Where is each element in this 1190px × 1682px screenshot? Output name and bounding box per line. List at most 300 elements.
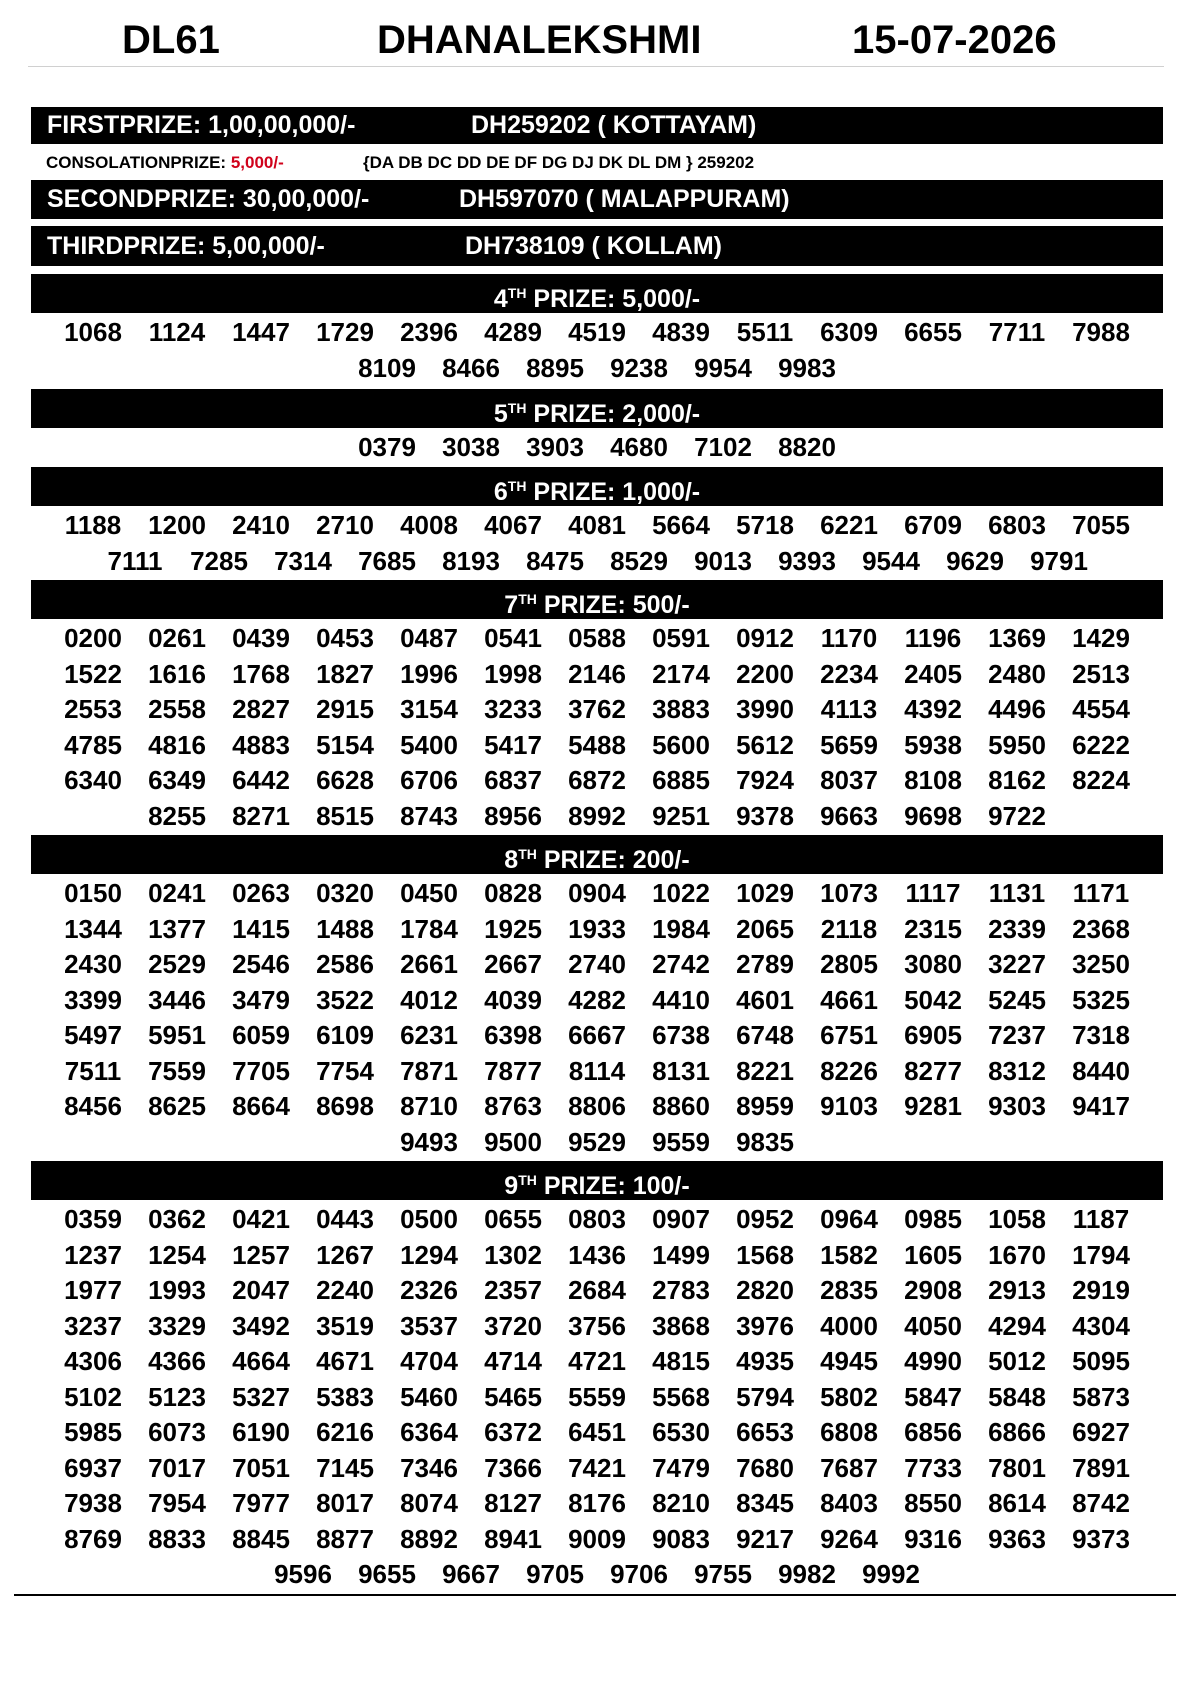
winning-number: 3762 bbox=[568, 694, 626, 724]
winning-number: 7924 bbox=[736, 765, 794, 795]
winning-number: 6872 bbox=[568, 765, 626, 795]
winning-number: 7680 bbox=[736, 1452, 794, 1483]
consolation-series: {DA DB DC DD DE DF DG DJ DK DL DM } 259202 bbox=[363, 153, 755, 172]
prize-title: PRIZE: 1,000/- bbox=[526, 478, 701, 506]
winning-number: 4410 bbox=[652, 984, 710, 1015]
winning-number: 9378 bbox=[736, 800, 794, 831]
winning-number: 2908 bbox=[904, 1275, 962, 1305]
winning-number: 8515 bbox=[316, 800, 374, 831]
winning-number: 7318 bbox=[1072, 1020, 1130, 1050]
winning-number: 9698 bbox=[904, 800, 962, 831]
winning-number: 9500 bbox=[484, 1126, 542, 1157]
winning-number: 1131 bbox=[988, 878, 1046, 908]
winning-number: 8820 bbox=[778, 432, 836, 462]
winning-number: 7705 bbox=[232, 1055, 290, 1086]
winning-number: 6073 bbox=[148, 1417, 206, 1447]
winning-number: 9835 bbox=[736, 1126, 794, 1157]
winning-number: 9655 bbox=[358, 1559, 416, 1589]
winning-number: 6309 bbox=[820, 317, 878, 347]
prize-header-8 bbox=[31, 835, 1163, 874]
winning-number: 6340 bbox=[64, 765, 122, 795]
winning-number: 2919 bbox=[1072, 1275, 1130, 1305]
winning-number: 2661 bbox=[400, 949, 458, 979]
prize-title: PRIZE: 2,000/- bbox=[526, 400, 701, 428]
winning-number: 4671 bbox=[316, 1346, 374, 1376]
third-prize-ticket: DH738109 ( KOLLAM) bbox=[465, 232, 722, 260]
winning-number: 9281 bbox=[904, 1091, 962, 1121]
winning-number: 6653 bbox=[736, 1417, 794, 1447]
winning-number: 9983 bbox=[778, 352, 836, 383]
winning-number: 5102 bbox=[64, 1381, 122, 1412]
winning-number: 4714 bbox=[484, 1346, 542, 1376]
winning-number: 1447 bbox=[232, 317, 290, 347]
winning-number: 4883 bbox=[232, 729, 290, 760]
winning-number: 5568 bbox=[652, 1381, 710, 1412]
winning-number: 4000 bbox=[820, 1310, 878, 1341]
winning-number: 8614 bbox=[988, 1488, 1046, 1518]
winning-number: 8833 bbox=[148, 1523, 206, 1554]
winning-number: 4815 bbox=[652, 1346, 710, 1376]
winning-number: 0828 bbox=[484, 878, 542, 908]
winning-number: 5400 bbox=[400, 729, 458, 760]
winning-number: 8529 bbox=[610, 545, 668, 576]
winning-number: 5497 bbox=[64, 1020, 122, 1050]
winning-number: 8131 bbox=[652, 1055, 710, 1086]
winning-number: 0150 bbox=[64, 878, 122, 908]
winning-number: 2742 bbox=[652, 949, 710, 979]
third-prize-label: THIRDPRIZE: 5,00,000/- bbox=[47, 232, 325, 260]
winning-number: 3399 bbox=[64, 984, 122, 1015]
prize-header-4 bbox=[31, 274, 1163, 313]
winning-number: 8475 bbox=[526, 545, 584, 576]
winning-number: 8763 bbox=[484, 1091, 542, 1121]
winning-number: 7877 bbox=[484, 1055, 542, 1086]
winning-number: 5327 bbox=[232, 1381, 290, 1412]
winning-number: 8109 bbox=[358, 352, 416, 383]
winning-number: 8271 bbox=[232, 800, 290, 831]
winning-number: 7055 bbox=[1072, 510, 1130, 540]
winning-number: 9363 bbox=[988, 1523, 1046, 1554]
winning-number: 6667 bbox=[568, 1020, 626, 1050]
winning-number: 4289 bbox=[484, 317, 542, 347]
winning-number: 3990 bbox=[736, 694, 794, 724]
winning-number: 0241 bbox=[148, 878, 206, 908]
winning-number: 6808 bbox=[820, 1417, 878, 1447]
winning-number: 0964 bbox=[820, 1204, 878, 1234]
winning-number: 9083 bbox=[652, 1523, 710, 1554]
winning-number: 6748 bbox=[736, 1020, 794, 1050]
winning-number: 7954 bbox=[148, 1488, 206, 1518]
winning-number: 4366 bbox=[148, 1346, 206, 1376]
winning-number: 2789 bbox=[736, 949, 794, 979]
winning-number: 2200 bbox=[736, 658, 794, 689]
winning-number: 8698 bbox=[316, 1091, 374, 1121]
winning-number: 8625 bbox=[148, 1091, 206, 1121]
winning-number: 4785 bbox=[64, 729, 122, 760]
winning-number: 4294 bbox=[988, 1310, 1046, 1341]
winning-number: 8210 bbox=[652, 1488, 710, 1518]
winning-number: 2805 bbox=[820, 949, 878, 979]
prize-ordinal: 9 bbox=[504, 1172, 519, 1200]
winning-number: 9251 bbox=[652, 800, 710, 831]
winning-number: 9722 bbox=[988, 800, 1046, 831]
winning-number: 9103 bbox=[820, 1091, 878, 1121]
winning-number: 1415 bbox=[232, 913, 290, 944]
winning-number: 1257 bbox=[232, 1239, 290, 1270]
winning-number: 6222 bbox=[1072, 729, 1130, 760]
draw-code: DL61 bbox=[122, 18, 220, 62]
winning-number: 3237 bbox=[64, 1310, 122, 1341]
winning-number: 7733 bbox=[904, 1452, 962, 1483]
prize-ordinal-suffix: TH bbox=[518, 591, 537, 607]
winning-number: 4113 bbox=[820, 694, 878, 724]
winning-number: 0588 bbox=[568, 623, 626, 653]
draw-date: 15-07-2026 bbox=[852, 18, 1057, 62]
winning-number: 2684 bbox=[568, 1275, 626, 1305]
winning-number: 9954 bbox=[694, 352, 752, 383]
winning-number: 1827 bbox=[316, 658, 374, 689]
winning-number: 8550 bbox=[904, 1488, 962, 1518]
prize-numbers-4 bbox=[31, 315, 1163, 386]
winning-number: 5718 bbox=[736, 510, 794, 540]
winning-number: 5245 bbox=[988, 984, 1046, 1015]
winning-number: 9529 bbox=[568, 1126, 626, 1157]
winning-number: 6738 bbox=[652, 1020, 710, 1050]
winning-number: 1188 bbox=[64, 510, 122, 540]
winning-number: 8108 bbox=[904, 765, 962, 795]
prize-ordinal-suffix: TH bbox=[507, 478, 527, 494]
winning-number: 8017 bbox=[316, 1488, 374, 1518]
winning-number: 5465 bbox=[484, 1381, 542, 1412]
winning-number: 8466 bbox=[442, 352, 500, 383]
winning-number: 0379 bbox=[358, 432, 416, 462]
winning-number: 2174 bbox=[652, 658, 710, 689]
winning-number: 3883 bbox=[652, 694, 710, 724]
prize-title: PRIZE: 200/- bbox=[536, 846, 690, 874]
winning-number: 7754 bbox=[316, 1055, 374, 1086]
winning-number: 2480 bbox=[988, 658, 1046, 689]
winning-number: 2553 bbox=[64, 694, 122, 724]
winning-number: 1068 bbox=[64, 317, 122, 347]
winning-number: 1522 bbox=[64, 658, 122, 689]
winning-number: 2430 bbox=[64, 949, 122, 979]
winning-number: 8403 bbox=[820, 1488, 878, 1518]
winning-number: 4008 bbox=[400, 510, 458, 540]
winning-number: 1996 bbox=[400, 658, 458, 689]
winning-number: 7346 bbox=[400, 1452, 458, 1483]
prize-title: PRIZE: 100/- bbox=[536, 1172, 690, 1200]
winning-number: 2586 bbox=[316, 949, 374, 979]
winning-number: 1784 bbox=[400, 913, 458, 944]
winning-number: 6190 bbox=[232, 1417, 290, 1447]
winning-number: 8226 bbox=[820, 1055, 878, 1086]
winning-number: 2915 bbox=[316, 694, 374, 724]
winning-number: 0362 bbox=[148, 1204, 206, 1234]
winning-number: 8877 bbox=[316, 1523, 374, 1554]
consolation-amount: 5,000/- bbox=[230, 153, 284, 172]
winning-number: 9982 bbox=[778, 1559, 836, 1589]
winning-number: 3756 bbox=[568, 1310, 626, 1341]
winning-number: 6655 bbox=[904, 317, 962, 347]
winning-number: 6231 bbox=[400, 1020, 458, 1050]
prize-numbers-8 bbox=[31, 876, 1163, 1160]
winning-number: 7102 bbox=[694, 432, 752, 462]
winning-number: 5951 bbox=[148, 1020, 206, 1050]
winning-number: 5659 bbox=[820, 729, 878, 760]
winning-number: 1729 bbox=[316, 317, 374, 347]
winning-number: 7988 bbox=[1072, 317, 1130, 347]
winning-number: 0421 bbox=[232, 1204, 290, 1234]
winning-number: 9217 bbox=[736, 1523, 794, 1554]
winning-number: 9264 bbox=[820, 1523, 878, 1554]
winning-number: 8743 bbox=[400, 800, 458, 831]
winning-number: 2234 bbox=[820, 658, 878, 689]
winning-number: 3868 bbox=[652, 1310, 710, 1341]
winning-number: 6866 bbox=[988, 1417, 1046, 1447]
winning-number: 2667 bbox=[484, 949, 542, 979]
winning-number: 7017 bbox=[148, 1452, 206, 1483]
winning-number: 1302 bbox=[484, 1239, 542, 1270]
winning-number: 8440 bbox=[1072, 1055, 1130, 1086]
winning-number: 4704 bbox=[400, 1346, 458, 1376]
bottom-divider bbox=[14, 1594, 1176, 1596]
winning-number: 9667 bbox=[442, 1559, 500, 1589]
winning-number: 4661 bbox=[820, 984, 878, 1015]
winning-number: 7687 bbox=[820, 1452, 878, 1483]
winning-number: 3976 bbox=[736, 1310, 794, 1341]
winning-number: 8162 bbox=[988, 765, 1046, 795]
winning-number: 1254 bbox=[148, 1239, 206, 1270]
winning-number: 6905 bbox=[904, 1020, 962, 1050]
prize-ordinal-suffix: TH bbox=[507, 285, 527, 301]
winning-number: 6109 bbox=[316, 1020, 374, 1050]
winning-number: 5559 bbox=[568, 1381, 626, 1412]
winning-number: 6628 bbox=[316, 765, 374, 795]
winning-number: 1984 bbox=[652, 913, 710, 944]
winning-number: 8992 bbox=[568, 800, 626, 831]
winning-number: 1925 bbox=[484, 913, 542, 944]
winning-number: 9663 bbox=[820, 800, 878, 831]
winning-number: 8956 bbox=[484, 800, 542, 831]
winning-number: 8074 bbox=[400, 1488, 458, 1518]
winning-number: 5511 bbox=[736, 317, 794, 347]
winning-number: 6751 bbox=[820, 1020, 878, 1050]
winning-number: 8860 bbox=[652, 1091, 710, 1121]
first-prize-label: FIRSTPRIZE: 1,00,00,000/- bbox=[47, 111, 356, 139]
winning-number: 4816 bbox=[148, 729, 206, 760]
winning-number: 6451 bbox=[568, 1417, 626, 1447]
winning-number: 1294 bbox=[400, 1239, 458, 1270]
winning-number: 9009 bbox=[568, 1523, 626, 1554]
winning-number: 0450 bbox=[400, 878, 458, 908]
winning-number: 9559 bbox=[652, 1126, 710, 1157]
winning-number: 6398 bbox=[484, 1020, 542, 1050]
prize-numbers-5 bbox=[31, 430, 1163, 466]
winning-number: 1429 bbox=[1072, 623, 1130, 653]
winning-number: 1171 bbox=[1072, 878, 1130, 908]
winning-number: 0443 bbox=[316, 1204, 374, 1234]
winning-number: 8193 bbox=[442, 545, 500, 576]
winning-number: 4721 bbox=[568, 1346, 626, 1376]
winning-number: 1377 bbox=[148, 913, 206, 944]
winning-number: 8114 bbox=[568, 1055, 626, 1086]
consolation-label: CONSOLATIONPRIZE: bbox=[46, 153, 227, 172]
winning-number: 1488 bbox=[316, 913, 374, 944]
winning-number: 2410 bbox=[232, 510, 290, 540]
prize-ordinal: 4 bbox=[493, 285, 508, 313]
winning-number: 3492 bbox=[232, 1310, 290, 1341]
winning-number: 5848 bbox=[988, 1381, 1046, 1412]
winning-number: 7938 bbox=[64, 1488, 122, 1518]
winning-number: 5802 bbox=[820, 1381, 878, 1412]
winning-number: 2835 bbox=[820, 1275, 878, 1305]
winning-number: 7421 bbox=[568, 1452, 626, 1483]
winning-number: 0263 bbox=[232, 878, 290, 908]
winning-number: 4519 bbox=[568, 317, 626, 347]
winning-number: 6937 bbox=[64, 1452, 122, 1483]
winning-number: 0803 bbox=[568, 1204, 626, 1234]
winning-number: 1768 bbox=[232, 658, 290, 689]
winning-number: 8895 bbox=[526, 352, 584, 383]
winning-number: 2710 bbox=[316, 510, 374, 540]
winning-number: 0907 bbox=[652, 1204, 710, 1234]
winning-number: 9493 bbox=[400, 1126, 458, 1157]
second-prize-label: SECONDPRIZE: 30,00,000/- bbox=[47, 185, 370, 213]
winning-number: 2513 bbox=[1072, 658, 1130, 689]
prize-ordinal-suffix: TH bbox=[518, 1172, 537, 1188]
winning-number: 0912 bbox=[736, 623, 794, 653]
winning-number: 8255 bbox=[148, 800, 206, 831]
lottery-name: DHANALEKSHMI bbox=[377, 18, 702, 62]
winning-number: 1117 bbox=[905, 878, 961, 908]
winning-number: 0359 bbox=[64, 1204, 122, 1234]
winning-number: 2326 bbox=[400, 1275, 458, 1305]
winning-number: 7891 bbox=[1072, 1452, 1130, 1483]
winning-number: 9544 bbox=[862, 545, 920, 576]
winning-number: 4304 bbox=[1072, 1310, 1130, 1341]
winning-number: 2368 bbox=[1072, 913, 1130, 944]
winning-number: 4067 bbox=[484, 510, 542, 540]
winning-number: 3522 bbox=[316, 984, 374, 1015]
winning-number: 4664 bbox=[232, 1346, 290, 1376]
winning-number: 5383 bbox=[316, 1381, 374, 1412]
winning-number: 5488 bbox=[568, 729, 626, 760]
winning-number: 2827 bbox=[232, 694, 290, 724]
winning-number: 0261 bbox=[148, 623, 206, 653]
winning-number: 8664 bbox=[232, 1091, 290, 1121]
winning-number: 3154 bbox=[400, 694, 458, 724]
prize-title: PRIZE: 5,000/- bbox=[526, 285, 701, 313]
winning-number: 2396 bbox=[400, 317, 458, 347]
winning-number: 4601 bbox=[736, 984, 794, 1015]
winning-number: 6530 bbox=[652, 1417, 710, 1447]
winning-number: 7051 bbox=[232, 1452, 290, 1483]
winning-number: 1344 bbox=[64, 913, 122, 944]
winning-number: 9303 bbox=[988, 1091, 1046, 1121]
winning-number: 4680 bbox=[610, 432, 668, 462]
winning-number: 6349 bbox=[148, 765, 206, 795]
winning-number: 1499 bbox=[652, 1239, 710, 1270]
winning-number: 5938 bbox=[904, 729, 962, 760]
winning-number: 3227 bbox=[988, 949, 1046, 979]
second-prize-bar bbox=[31, 180, 1163, 219]
first-prize-bar bbox=[31, 107, 1163, 144]
winning-number: 7801 bbox=[988, 1452, 1046, 1483]
prize-ordinal: 7 bbox=[504, 591, 519, 619]
winning-number: 0453 bbox=[316, 623, 374, 653]
winning-number: 5794 bbox=[736, 1381, 794, 1412]
consolation-prize-line bbox=[46, 153, 755, 173]
winning-number: 2913 bbox=[988, 1275, 1046, 1305]
winning-number: 6856 bbox=[904, 1417, 962, 1447]
winning-number: 9706 bbox=[610, 1559, 668, 1589]
prize-header-6 bbox=[31, 467, 1163, 506]
winning-number: 1616 bbox=[148, 658, 206, 689]
winning-number: 2820 bbox=[736, 1275, 794, 1305]
winning-number: 5417 bbox=[484, 729, 542, 760]
winning-number: 2339 bbox=[988, 913, 1046, 944]
winning-number: 5095 bbox=[1072, 1346, 1130, 1376]
winning-number: 0487 bbox=[400, 623, 458, 653]
winning-number: 3903 bbox=[526, 432, 584, 462]
winning-number: 2357 bbox=[484, 1275, 542, 1305]
winning-number: 1605 bbox=[904, 1239, 962, 1270]
prize-ordinal: 8 bbox=[504, 846, 519, 874]
winning-number: 1993 bbox=[148, 1275, 206, 1305]
winning-number: 8221 bbox=[736, 1055, 794, 1086]
winning-number: 7479 bbox=[652, 1452, 710, 1483]
winning-number: 5123 bbox=[148, 1381, 206, 1412]
prize-numbers-9 bbox=[31, 1202, 1163, 1593]
winning-number: 6927 bbox=[1072, 1417, 1130, 1447]
winning-number: 0655 bbox=[484, 1204, 542, 1234]
winning-number: 1029 bbox=[736, 878, 794, 908]
winning-number: 7285 bbox=[190, 545, 248, 576]
winning-number: 9393 bbox=[778, 545, 836, 576]
winning-number: 3720 bbox=[484, 1310, 542, 1341]
winning-number: 3038 bbox=[442, 432, 500, 462]
winning-number: 5460 bbox=[400, 1381, 458, 1412]
winning-number: 9373 bbox=[1072, 1523, 1130, 1554]
winning-number: 5873 bbox=[1072, 1381, 1130, 1412]
winning-number: 1369 bbox=[988, 623, 1046, 653]
winning-number: 1200 bbox=[148, 510, 206, 540]
winning-number: 2047 bbox=[232, 1275, 290, 1305]
winning-number: 4496 bbox=[988, 694, 1046, 724]
winning-number: 8312 bbox=[988, 1055, 1046, 1086]
winning-number: 4282 bbox=[568, 984, 626, 1015]
winning-number: 6706 bbox=[400, 765, 458, 795]
winning-number: 1436 bbox=[568, 1239, 626, 1270]
winning-number: 3479 bbox=[232, 984, 290, 1015]
winning-number: 1267 bbox=[316, 1239, 374, 1270]
winning-number: 3519 bbox=[316, 1310, 374, 1341]
winning-number: 4081 bbox=[568, 510, 626, 540]
prize-header-7 bbox=[31, 580, 1163, 619]
winning-number: 9013 bbox=[694, 545, 752, 576]
second-prize-ticket: DH597070 ( MALAPPURAM) bbox=[459, 185, 790, 213]
winning-number: 2783 bbox=[652, 1275, 710, 1305]
winning-number: 2118 bbox=[820, 913, 878, 944]
winning-number: 6803 bbox=[988, 510, 1046, 540]
winning-number: 8037 bbox=[820, 765, 878, 795]
winning-number: 2529 bbox=[148, 949, 206, 979]
winning-number: 7511 bbox=[64, 1055, 122, 1086]
winning-number: 6709 bbox=[904, 510, 962, 540]
winning-number: 4306 bbox=[64, 1346, 122, 1376]
winning-number: 6837 bbox=[484, 765, 542, 795]
winning-number: 7977 bbox=[232, 1488, 290, 1518]
